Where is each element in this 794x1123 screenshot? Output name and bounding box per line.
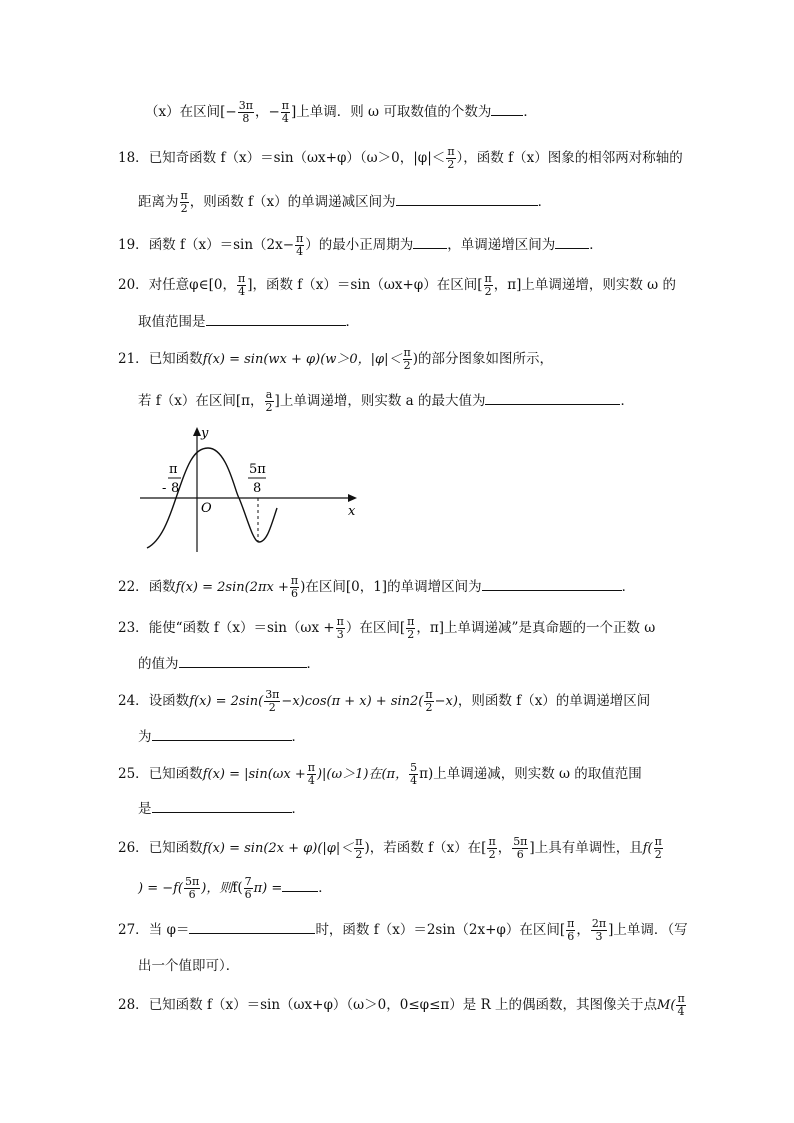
sine-graph	[135, 422, 365, 557]
fraction: $\frac{\pi}{2}$	[447, 145, 455, 171]
fraction: $\frac{\pi}{2}$	[488, 835, 496, 861]
q21-line2: 若 f（x）在区间[π， $\frac{a}{2}$ ]上单调递增，则实数 a 的最大值为 ．	[138, 388, 634, 414]
fraction: $\frac{\pi}{2}$	[180, 189, 188, 215]
fraction: $\frac{\pi}{4}$	[281, 99, 289, 125]
fraction: $\frac{\pi}{2}$	[654, 835, 662, 861]
fraction: $\frac{\pi}{6}$	[567, 917, 575, 943]
q20-line2: 取值范围是 ．	[138, 311, 359, 333]
answer-blank[interactable]	[152, 798, 292, 813]
left-tick-den: 8	[171, 481, 180, 496]
q20-line1: 20．对任意φ∈[0， $\frac{\pi}{4}$ ]，函数 f（x）＝sin（ωx+φ）在区间[ $\frac{\pi}{2}$ ，π]上单调递增，则实数 ω 的	[118, 272, 676, 298]
q27-line2: 出一个值即可）．	[138, 958, 240, 974]
answer-blank[interactable]	[396, 191, 538, 206]
q23-line1: 23．能使“函数 f（x）＝sin（ωx + $\frac{\pi}{3}$ ）在区间[ $\frac{\pi}{2}$ ，π]上单调递减”是真命题的一个正数 ω	[118, 615, 656, 641]
fraction: $\frac{\pi}{2}$	[425, 688, 433, 714]
q26-line1: 26．已知函数f(x) = sin(2x + φ)(|φ|＜ $\frac{\pi}{2}$ )，若函数 f（x）在[ $\frac{\pi}{2}$ ， $\frac{5\pi}{6}$ ]上具有单调性，且f( $\frac{\pi}{2}$	[118, 835, 662, 861]
fraction: $\frac{7}{6}$	[244, 875, 252, 901]
answer-blank[interactable]	[189, 919, 315, 934]
fraction: $\frac{\pi}{3}$	[336, 615, 344, 641]
q18-line1: 18．已知奇函数 f（x）＝sin（ωx+φ）（ω＞0，|φ|＜ $\frac{\pi}{2}$ ），函数 f（x）图象的相邻两对称轴的	[118, 145, 683, 171]
q25-line2: 是 ．	[138, 798, 305, 820]
q27-line1: 27．当 φ＝ 时，函数 f（x）＝2sin（2x+φ）在区间[ $\frac{\pi}{6}$ ， $\frac{2\pi}{3}$ ]上单调．（写	[118, 917, 688, 943]
q17-tail: （x）在区间[− $\frac{3\pi}{8}$ ，− $\frac{\pi}{4}$ ]上单调．则 ω 可取数值的个数为 ．	[145, 99, 537, 125]
answer-blank[interactable]	[282, 877, 318, 892]
answer-blank[interactable]	[206, 311, 346, 326]
right-tick-den: 8	[253, 481, 262, 496]
left-tick-num: π	[169, 462, 178, 477]
fraction: $\frac{\pi}{4}$	[296, 232, 304, 258]
fraction: $\frac{2\pi}{3}$	[591, 917, 607, 943]
answer-blank[interactable]	[413, 234, 447, 249]
answer-blank[interactable]	[555, 234, 589, 249]
q26-line2: ) = −f( $\frac{5\pi}{6}$ )，则f( $\frac{7}{6}$ π) = ．	[138, 875, 332, 901]
q23-line2: 的值为 ．	[138, 653, 320, 675]
fraction: $\frac{\pi}{6}$	[290, 574, 299, 600]
answer-blank[interactable]	[491, 101, 523, 116]
fraction: $\frac{\pi}{4}$	[238, 272, 246, 298]
answer-blank[interactable]	[152, 726, 292, 741]
q28-line: 28．已知函数 f（x）＝sin（ωx+φ）（ω＞0，0≤φ≤π）是 R 上的偶函数，其图像关于点M( $\frac{\pi}{4}$	[118, 992, 685, 1018]
q18-line2: 距离为 $\frac{\pi}{2}$ ，则函数 f（x）的单调递减区间为 ．	[138, 189, 552, 215]
fraction: $\frac{3\pi}{2}$	[265, 688, 280, 714]
left-tick-sign: -	[162, 481, 167, 496]
q24-line1: 24．设函数f(x) = 2sin( $\frac{3\pi}{2}$ −x)cos(π + x) + sin2( $\frac{\pi}{2}$ −x)，则函数 f（x）的单调递增区间	[118, 688, 651, 714]
fraction: $\frac{\pi}{2}$	[484, 272, 492, 298]
x-axis-arrow-icon	[348, 494, 357, 502]
fraction: $\frac{\pi}{2}$	[403, 346, 411, 372]
fraction: $\frac{3\pi}{8}$	[238, 99, 253, 125]
fraction: $\frac{5}{4}$	[410, 761, 418, 787]
fraction: $\frac{\pi}{2}$	[355, 835, 363, 861]
fraction: $\frac{5\pi}{6}$	[513, 835, 528, 861]
q24-line2: 为 ．	[138, 726, 305, 748]
x-label: x	[348, 504, 356, 519]
q22-line: 22．函数f(x) = 2sin(2πx + $\frac{\pi}{6}$ )在区间[0，1]的单调增区间为 ．	[118, 574, 636, 600]
right-tick-num: 5π	[249, 462, 266, 477]
q19-line: 19．函数 f（x）＝sin（2x− $\frac{\pi}{4}$ ）的最小正周期为 ，单调递增区间为 ．	[118, 232, 603, 258]
fraction: $\frac{\pi}{2}$	[407, 615, 415, 641]
q21-line1: 21．已知函数f(x) = sin(wx + φ)(w＞0，|φ|＜ $\frac{\pi}{2}$ )的部分图象如图所示，	[118, 346, 554, 372]
origin-label: O	[201, 501, 212, 516]
q25-line1: 25．已知函数f(x) = |sin(ωx + $\frac{\pi}{4}$ )|(ω＞1)在(π， $\frac{5}{4}$ π)上单调递减，则实数 ω 的取值范围	[118, 761, 642, 787]
fraction: $\frac{\pi}{4}$	[307, 761, 315, 787]
fraction: $\frac{\pi}{4}$	[677, 992, 685, 1018]
answer-blank[interactable]	[179, 653, 307, 668]
y-label: y	[201, 426, 209, 441]
fraction: $\frac{5\pi}{6}$	[185, 875, 200, 901]
answer-blank[interactable]	[482, 576, 622, 591]
answer-blank[interactable]	[485, 390, 620, 405]
y-axis-arrow-icon	[193, 427, 201, 436]
fraction: $\frac{a}{2}$	[265, 388, 273, 414]
